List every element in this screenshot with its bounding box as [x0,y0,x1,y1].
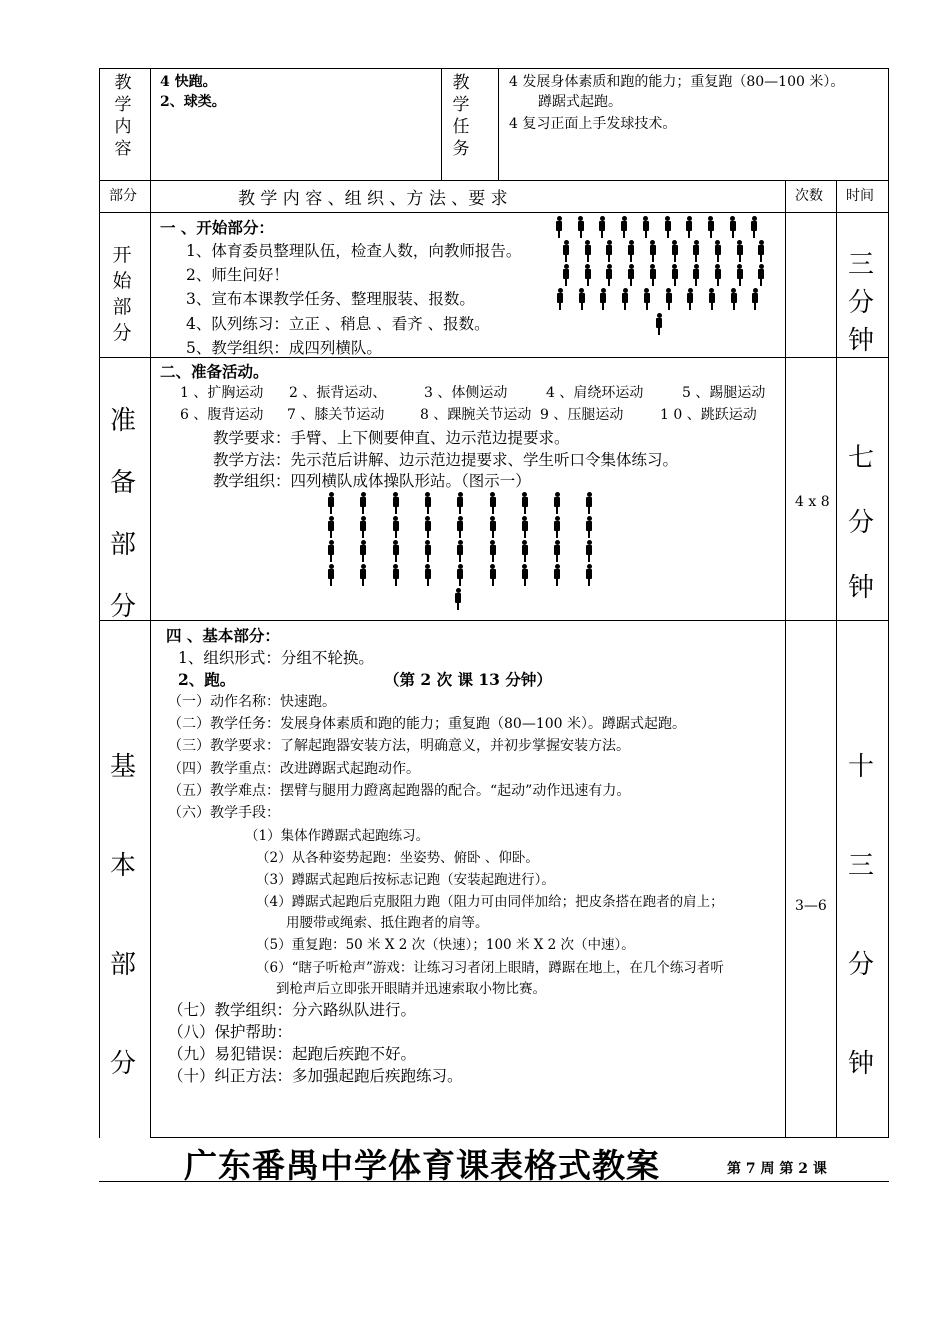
start-title: 一 、开始部分： [160,218,274,237]
person-icon [522,564,528,586]
person-icon [490,516,496,538]
person-icon [758,264,764,286]
start-time-text: 三分钟 [848,250,875,356]
exercise-item: 9 、压腿运动 [540,407,624,423]
basic-means-item: （1）集体作蹲踞式起跑练习。 [245,828,430,844]
basic-count-value: 3—6 [795,898,827,914]
person-icon [360,540,366,562]
basic-item: （二）教学任务：发展身体素质和跑的能力；重复跑（80—100 米）。蹲踞式起跑。 [168,716,686,733]
person-icon [715,240,721,262]
exercise-item: 6 、腹背运动 [180,407,264,423]
person-icon [563,264,569,286]
person-icon [457,516,463,538]
person-icon [600,288,606,310]
person-icon [606,264,612,286]
teaching-task-label [451,72,471,160]
start-line: 3、宣布本课教学任务、整理服装、报数。 [186,290,475,308]
basic-form: 1、组织形式：分组不轮换。 [178,649,374,667]
content-item: 4 快跑。 [160,74,217,90]
basic-count [795,896,831,917]
content-item: 2、球类。 [160,94,226,110]
person-icon [672,240,678,262]
person-icon [425,564,431,586]
column-header-count: 次数 [795,188,823,204]
person-icon [715,264,721,286]
start-time [846,246,876,360]
person-icon [599,216,605,238]
exercise-item: 1 、扩胸运动 [180,385,264,401]
person-icon [644,288,650,310]
basic-item: （四）教学重点：改进蹲踞式起跑动作。 [168,760,420,777]
person-icon [650,264,656,286]
person-icon [557,288,563,310]
person-icon [650,240,656,262]
prep-count-value: 4 x 8 [795,494,830,510]
person-icon [554,564,560,586]
basic-means-item: （5）重复跑：50 米 X 2 次（快速）；100 米 X 2 次（中速）。 [256,937,635,953]
basic-part-label [108,718,138,1114]
person-icon [425,492,431,514]
person-icon [425,516,431,538]
basic-title: 四 、基本部分： [166,626,280,645]
start-line: 4、队列练习：立正 、稍息 、看齐 、报数。 [186,315,490,333]
person-icon [586,492,592,514]
person-icon [628,240,634,262]
exercise-item: 4 、肩绕环运动 [546,385,644,401]
school-title: 广东番禺中学体育课表格式教案 [184,1146,660,1185]
person-icon [585,240,591,262]
person-icon [393,492,399,514]
basic-means-item: （6）“瞎子听枪声”游戏：让练习习者闭上眼睛，蹲踞在地上，在几个练习者听 [256,960,724,976]
person-icon [360,492,366,514]
person-icon [622,288,628,310]
person-icon [628,264,634,286]
person-icon [731,288,737,310]
basic-item: （一）动作名称：快速跑。 [168,694,336,710]
prep-part-label [108,390,138,638]
person-icon [522,540,528,562]
person-icon [393,516,399,538]
person-icon [554,492,560,514]
teaching-content-label [113,72,133,160]
exercise-item: 2 、振背运动、 [289,385,387,401]
person-icon [393,564,399,586]
person-icon [586,516,592,538]
prep-part-text: 准备部分 [110,406,137,622]
exercise-item: 5 、踢腿运动 [682,385,766,401]
person-icon [758,240,764,262]
basic-time [846,718,876,1114]
person-icon [522,492,528,514]
exercise-item: 1 0 、跳跃运动 [660,407,757,423]
prep-organization: 教学组织：四列横队成体操队形站。（图示一） [213,472,531,490]
person-icon [522,516,528,538]
person-icon [586,564,592,586]
person-icon [563,240,569,262]
person-icon [490,492,496,514]
exercise-item: 8 、踝腕关节运动 [420,407,532,423]
person-icon [752,288,758,310]
person-icon [457,492,463,514]
basic-means-item: （3）蹲踞式起跑后按标志记跑（安装起跑进行）。 [256,872,555,888]
exercise-item: 3 、体侧运动 [424,385,508,401]
basic-item: （三）教学要求：了解起跑器安装方法，明确意义，并初步掌握安装方法。 [168,738,630,755]
basic-means-item: （4）蹲踞式起跑后克服阻力跑（阻力可由同伴加给；把皮条搭在跑者的肩上； [256,894,724,910]
task-item: 蹲踞式起跑。 [538,94,622,110]
person-icon [621,216,627,238]
basic-item: （九）易犯错误：起跑后疾跑不好。 [168,1045,417,1063]
teaching-task-text: 教学任务 [452,73,470,159]
person-icon [687,288,693,310]
basic-item: （八）保护帮助： [168,1023,293,1041]
start-line: 5、教学组织：成四列横队。 [186,339,382,357]
person-icon [457,540,463,562]
person-icon [643,216,649,238]
person-icon [457,564,463,586]
person-icon [709,288,715,310]
person-icon [693,264,699,286]
basic-item: （六）教学手段： [168,805,280,821]
person-icon [425,540,431,562]
basic-item: （五）教学难点：摆臂与腿用力蹬离起跑器的配合。“起动”动作迅速有力。 [168,782,631,799]
person-icon [730,216,736,238]
prep-method: 教学方法：先示范后讲解、边示范边提要求、学生听口令集体练习。 [213,451,679,469]
person-icon [579,288,585,310]
person-icon [737,240,743,262]
person-icon [693,240,699,262]
person-icon [328,516,334,538]
person-icon [737,264,743,286]
person-icon [554,516,560,538]
prep-title: 二、准备活动。 [160,362,269,381]
basic-time-text: 十三分钟 [848,752,875,1079]
column-header-content: 教 学 内 容 、组 织 、方 法 、要 求 [238,189,508,209]
basic-part-text: 基本部分 [110,752,137,1079]
person-icon [490,564,496,586]
week-lesson: 第 7 周 第 2 课 [727,1161,827,1177]
person-icon [360,516,366,538]
person-icon [393,540,399,562]
person-icon [665,216,671,238]
person-icon [656,313,662,335]
task-item: 4 发展身体素质和跑的能力；重复跑（80—100 米）。 [509,74,845,90]
person-icon [606,240,612,262]
start-part-label [112,242,132,346]
column-header-part: 部分 [109,188,137,204]
start-part-text: 开始部分 [112,244,132,344]
person-icon [328,564,334,586]
column-header-time: 时间 [846,188,874,204]
prep-time-text: 七分钟 [848,443,875,603]
person-icon [585,264,591,286]
person-icon [666,288,672,310]
prep-time [846,426,876,621]
basic-means-item: （2）从各种姿势起跑：坐姿势、俯卧 、仰卧。 [256,850,539,866]
prep-count [795,492,831,512]
exercise-item: 7 、膝关节运动 [287,407,385,423]
person-icon [586,540,592,562]
prep-requirement: 教学要求：手臂、上下侧要伸直、边示范边提要求。 [213,429,570,447]
start-line: 1、体育委员整理队伍，检查人数，向教师报告。 [186,242,522,260]
basic-means-item: 用腰带或绳索、抵住跑者的肩等。 [286,915,489,931]
basic-means-item: 到枪声后立即张开眼睛并迅速索取小物比赛。 [276,981,546,997]
person-icon [578,216,584,238]
basic-item: （十）纠正方法：多加强起跑后疾跑练习。 [168,1067,463,1085]
task-item: 4 复习正面上手发球技术。 [509,116,677,132]
teaching-content-text: 教学内容 [114,73,132,159]
basic-run: 2、跑。 [178,670,236,689]
basic-item: （七）教学组织：分六路纵队进行。 [168,1001,417,1019]
person-icon [328,540,334,562]
person-icon [672,264,678,286]
person-icon [751,216,757,238]
person-icon [556,216,562,238]
person-icon [360,564,366,586]
person-icon [554,540,560,562]
person-icon [328,492,334,514]
basic-session: （第 2 次 课 13 分钟） [384,670,552,689]
person-icon [490,540,496,562]
start-line: 2、师生问好！ [186,266,289,284]
person-icon [686,216,692,238]
person-icon [708,216,714,238]
person-icon [455,588,461,610]
